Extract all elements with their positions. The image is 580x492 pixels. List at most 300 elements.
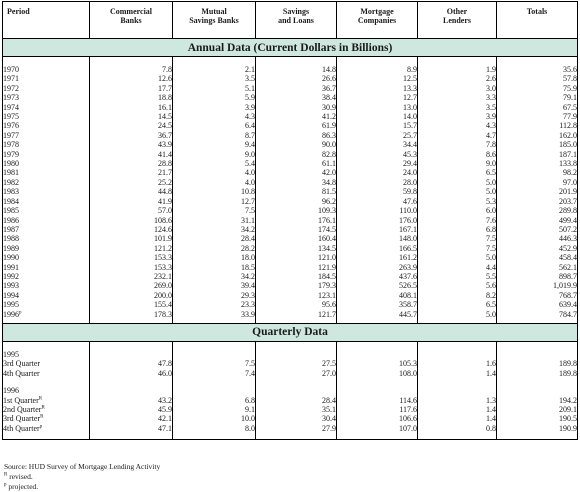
value-cell: 3.3 (418, 93, 497, 102)
value-cell: 35.1 (256, 405, 337, 414)
column-header-row (3, 2, 578, 39)
quarterly-row (3, 396, 578, 405)
value-cell: 13.0 (337, 103, 418, 112)
value-cell: 25.2 (90, 178, 173, 187)
annual-row (3, 225, 578, 234)
value-cell: 34.8 (256, 178, 337, 187)
value-cell: 45.9 (90, 405, 173, 414)
value-cell: 452.9 (497, 244, 578, 253)
annual-row (3, 187, 578, 196)
value-cell: 507.2 (497, 225, 578, 234)
value-cell: 155.4 (90, 300, 173, 309)
value-cell: 9.0 (418, 159, 497, 168)
value-cell: 46.0 (90, 369, 173, 378)
period-cell: 1979 (3, 150, 90, 159)
value-cell: 82.8 (256, 150, 337, 159)
annual-row (3, 291, 578, 300)
value-cell: 28.4 (173, 234, 256, 243)
period-cell: 2nd Quarter$^R$ (3, 405, 90, 414)
value-cell: 4.0 (173, 168, 256, 177)
period-cell: 1981 (3, 168, 90, 177)
column-header (90, 2, 173, 39)
value-cell: 161.2 (337, 253, 418, 262)
value-cell: 166.5 (337, 244, 418, 253)
annual-row (3, 65, 578, 74)
value-cell: 10.8 (173, 187, 256, 196)
value-cell: 5.0 (418, 187, 497, 196)
footnote-mark: p (19, 309, 22, 315)
value-cell: 23.3 (173, 300, 256, 309)
value-cell: 45.3 (337, 150, 418, 159)
period-cell: 1990 (3, 253, 90, 262)
value-cell: 47.1 (90, 424, 173, 433)
value-cell: 7.5 (173, 359, 256, 368)
value-cell: 18.5 (173, 263, 256, 272)
value-cell: 57.0 (90, 206, 173, 215)
column-header-text: Commercial (109, 7, 153, 16)
revised-mark: R (4, 472, 8, 478)
annual-row (3, 150, 578, 159)
value-cell: 499.4 (497, 216, 578, 225)
value-cell: 1.6 (418, 359, 497, 368)
value-cell: 153.3 (90, 263, 173, 272)
value-cell: 81.5 (256, 187, 337, 196)
annual-row (3, 168, 578, 177)
quarter-year-label: 1995 (3, 350, 90, 359)
period-cell: 1996$^p$ (3, 310, 90, 319)
period-cell: 4th Quarter$^p$ (3, 424, 90, 433)
value-cell: 562.1 (497, 263, 578, 272)
value-cell: 101.9 (90, 234, 173, 243)
value-cell: 3.5 (173, 74, 256, 83)
value-cell: 5.3 (418, 197, 497, 206)
period-cell: 1970 (3, 65, 90, 74)
value-cell: 117.6 (337, 405, 418, 414)
column-header-text: Savings Banks (189, 16, 239, 25)
value-cell: 1.3 (418, 396, 497, 405)
value-cell: 61.9 (256, 121, 337, 130)
value-cell: 6.4 (173, 121, 256, 130)
column-header-text: Mortgage (360, 7, 394, 16)
value-cell: 526.5 (337, 281, 418, 290)
value-cell: 18.0 (173, 253, 256, 262)
annual-row (3, 263, 578, 272)
period-cell: 1995 (3, 300, 90, 309)
value-cell: 133.8 (497, 159, 578, 168)
period-cell: 1984 (3, 197, 90, 206)
value-cell: 5.0 (418, 253, 497, 262)
value-cell: 33.9 (173, 310, 256, 319)
value-cell: 289.8 (497, 206, 578, 215)
value-cell: 95.6 (256, 300, 337, 309)
value-cell: 5.0 (418, 178, 497, 187)
column-header-text: Totals (526, 7, 548, 16)
period-cell: 1972 (3, 84, 90, 93)
value-cell: 107.0 (337, 424, 418, 433)
value-cell: 14.5 (90, 112, 173, 121)
value-cell: 3.9 (173, 103, 256, 112)
value-cell: 10.0 (173, 414, 256, 423)
value-cell: 29.4 (337, 159, 418, 168)
period-cell: 1986 (3, 216, 90, 225)
value-cell: 59.8 (337, 187, 418, 196)
value-cell: 43.9 (90, 140, 173, 149)
value-cell: 358.7 (337, 300, 418, 309)
value-cell: 167.1 (337, 225, 418, 234)
column-header (256, 2, 337, 39)
annual-row (3, 140, 578, 149)
annual-row (3, 84, 578, 93)
value-cell: 29.3 (173, 291, 256, 300)
period-cell: 3rd Quarter$^R$ (3, 414, 90, 423)
quarterly-data-band-title: Quarterly Data (3, 323, 578, 341)
value-cell: 148.0 (337, 234, 418, 243)
value-cell: 162.0 (497, 131, 578, 140)
annual-row (3, 300, 578, 309)
value-cell: 41.2 (256, 112, 337, 121)
value-cell: 98.2 (497, 168, 578, 177)
value-cell: 12.7 (173, 197, 256, 206)
column-header-text: Period (7, 7, 30, 16)
period-cell: 1973 (3, 93, 90, 102)
value-cell: 458.4 (497, 253, 578, 262)
value-cell: 263.9 (337, 263, 418, 272)
value-cell: 3.5 (418, 103, 497, 112)
value-cell: 106.6 (337, 414, 418, 423)
value-cell: 17.7 (90, 84, 173, 93)
value-cell: 9.0 (173, 150, 256, 159)
projected-mark: p (4, 482, 7, 488)
annual-row (3, 310, 578, 319)
value-cell: 189.8 (497, 359, 578, 368)
value-cell: 190.9 (497, 424, 578, 433)
value-cell: 437.6 (337, 272, 418, 281)
value-cell: 5.6 (418, 281, 497, 290)
value-cell: 7.8 (90, 65, 173, 74)
period-cell: 1975 (3, 112, 90, 121)
value-cell: 9.4 (173, 140, 256, 149)
revised-text: revised. (9, 472, 33, 481)
annual-row (3, 216, 578, 225)
value-cell: 5.4 (173, 159, 256, 168)
table-bottom-rule (3, 433, 578, 440)
value-cell: 269.0 (90, 281, 173, 290)
value-cell: 179.3 (256, 281, 337, 290)
value-cell: 47.8 (90, 359, 173, 368)
value-cell: 1.4 (418, 405, 497, 414)
column-header (173, 2, 256, 39)
value-cell: 8.9 (337, 65, 418, 74)
value-cell: 35.6 (497, 65, 578, 74)
projected-text: projected. (8, 482, 39, 491)
value-cell: 0.8 (418, 424, 497, 433)
footnote-mark: R (40, 414, 44, 420)
period-cell: 1989 (3, 244, 90, 253)
value-cell: 134.5 (256, 244, 337, 253)
value-cell: 77.9 (497, 112, 578, 121)
value-cell: 232.1 (90, 272, 173, 281)
value-cell: 5.0 (418, 310, 497, 319)
value-cell: 16.1 (90, 103, 173, 112)
period-cell: 1985 (3, 206, 90, 215)
revised-footnote (4, 472, 160, 482)
value-cell: 784.7 (497, 310, 578, 319)
annual-row (3, 272, 578, 281)
period-cell: 1982 (3, 178, 90, 187)
period-cell: 1st Quarter$^R$ (3, 396, 90, 405)
value-cell: 9.1 (173, 405, 256, 414)
value-cell: 112.8 (497, 121, 578, 130)
value-cell: 4.3 (173, 112, 256, 121)
value-cell: 13.3 (337, 84, 418, 93)
value-cell: 14.0 (337, 112, 418, 121)
value-cell: 30.4 (256, 414, 337, 423)
annual-row (3, 281, 578, 290)
value-cell: 446.3 (497, 234, 578, 243)
period-cell: 1977 (3, 131, 90, 140)
value-cell: 189.8 (497, 369, 578, 378)
value-cell: 7.8 (418, 140, 497, 149)
value-cell: 1.4 (418, 414, 497, 423)
quarterly-row (3, 405, 578, 414)
value-cell: 34.2 (173, 272, 256, 281)
value-cell: 178.3 (90, 310, 173, 319)
value-cell: 27.0 (256, 369, 337, 378)
value-cell: 110.0 (337, 206, 418, 215)
value-cell: 6.0 (418, 206, 497, 215)
column-header (337, 2, 418, 39)
value-cell: 2.1 (173, 65, 256, 74)
value-cell: 12.5 (337, 74, 418, 83)
annual-row (3, 253, 578, 262)
value-cell: 176.1 (256, 216, 337, 225)
value-cell: 30.9 (256, 103, 337, 112)
value-cell: 174.5 (256, 225, 337, 234)
value-cell: 47.6 (337, 197, 418, 206)
spacer-row (3, 341, 578, 350)
value-cell: 90.0 (256, 140, 337, 149)
value-cell: 5.9 (173, 93, 256, 102)
value-cell: 105.3 (337, 359, 418, 368)
value-cell: 108.0 (337, 369, 418, 378)
value-cell: 203.7 (497, 197, 578, 206)
quarterly-data-band (3, 323, 578, 341)
value-cell: 7.5 (418, 234, 497, 243)
value-cell: 201.9 (497, 187, 578, 196)
value-cell: 4.4 (418, 263, 497, 272)
annual-row (3, 121, 578, 130)
value-cell: 6.8 (418, 225, 497, 234)
value-cell: 109.3 (256, 206, 337, 215)
value-cell: 114.6 (337, 396, 418, 405)
value-cell: 124.6 (90, 225, 173, 234)
value-cell: 6.8 (173, 396, 256, 405)
period-cell: 1983 (3, 187, 90, 196)
quarterly-row (3, 414, 578, 423)
value-cell: 28.0 (337, 178, 418, 187)
column-header-text: Mutual (201, 7, 227, 16)
quarterly-row (3, 369, 578, 378)
value-cell: 15.7 (337, 121, 418, 130)
value-cell: 123.1 (256, 291, 337, 300)
period-cell: 1980 (3, 159, 90, 168)
value-cell: 42.1 (90, 414, 173, 423)
value-cell: 67.5 (497, 103, 578, 112)
value-cell: 190.5 (497, 414, 578, 423)
annual-row (3, 131, 578, 140)
annual-row (3, 234, 578, 243)
value-cell: 18.8 (90, 93, 173, 102)
column-header-text: Banks (120, 16, 142, 25)
value-cell: 1,019.9 (497, 281, 578, 290)
column-header-text: Lenders (443, 16, 471, 25)
value-cell: 36.7 (90, 131, 173, 140)
value-cell: 41.4 (90, 150, 173, 159)
value-cell: 75.9 (497, 84, 578, 93)
column-header-text: Other (446, 7, 468, 16)
value-cell: 28.8 (90, 159, 173, 168)
period-cell: 1991 (3, 263, 90, 272)
period-cell: 1992 (3, 272, 90, 281)
value-cell: 160.4 (256, 234, 337, 243)
mortgage-originations-table (2, 1, 578, 440)
value-cell: 153.3 (90, 253, 173, 262)
value-cell: 194.2 (497, 396, 578, 405)
value-cell: 61.1 (256, 159, 337, 168)
period-cell: 1987 (3, 225, 90, 234)
value-cell: 8.0 (173, 424, 256, 433)
value-cell: 7.4 (173, 369, 256, 378)
annual-data-band (3, 39, 578, 57)
value-cell: 209.1 (497, 405, 578, 414)
quarter-year-row (3, 386, 578, 395)
period-cell: 1978 (3, 140, 90, 149)
value-cell: 121.2 (90, 244, 173, 253)
value-cell: 28.4 (256, 396, 337, 405)
column-header-text: and Loans (278, 16, 314, 25)
value-cell: 5.1 (173, 84, 256, 93)
annual-row (3, 244, 578, 253)
annual-data-band-title: Annual Data (Current Dollars in Billions) (3, 39, 578, 57)
period-cell: 1971 (3, 74, 90, 83)
value-cell: 7.5 (173, 206, 256, 215)
annual-row (3, 93, 578, 102)
column-header (497, 2, 578, 39)
annual-row (3, 178, 578, 187)
value-cell: 57.8 (497, 74, 578, 83)
value-cell: 3.9 (418, 112, 497, 121)
value-cell: 5.5 (418, 272, 497, 281)
period-cell: 4th Quarter (3, 369, 90, 378)
value-cell: 768.7 (497, 291, 578, 300)
value-cell: 34.2 (173, 225, 256, 234)
footnote-mark: R (41, 405, 45, 411)
column-header-text: Savings (282, 7, 310, 16)
period-cell: 1994 (3, 291, 90, 300)
value-cell: 97.0 (497, 178, 578, 187)
value-cell: 7.6 (418, 216, 497, 225)
value-cell: 4.7 (418, 131, 497, 140)
value-cell: 38.4 (256, 93, 337, 102)
value-cell: 25.7 (337, 131, 418, 140)
period-cell: 1974 (3, 103, 90, 112)
source-note: Source: HUD Survey of Mortgage Lending Activity (4, 462, 161, 471)
value-cell: 121.7 (256, 310, 337, 319)
spacer-row (3, 57, 578, 66)
value-cell: 3.0 (418, 84, 497, 93)
value-cell: 898.7 (497, 272, 578, 281)
annual-row (3, 112, 578, 121)
spacer-row (3, 378, 578, 386)
column-header (3, 2, 90, 39)
value-cell: 121.9 (256, 263, 337, 272)
value-cell: 184.5 (256, 272, 337, 281)
value-cell: 96.2 (256, 197, 337, 206)
value-cell: 27.5 (256, 359, 337, 368)
period-cell: 1988 (3, 234, 90, 243)
value-cell: 26.6 (256, 74, 337, 83)
quarterly-row (3, 359, 578, 368)
annual-row (3, 103, 578, 112)
value-cell: 408.1 (337, 291, 418, 300)
value-cell: 27.9 (256, 424, 337, 433)
value-cell: 24.5 (90, 121, 173, 130)
value-cell: 86.3 (256, 131, 337, 140)
value-cell: 6.5 (418, 300, 497, 309)
column-header (418, 2, 497, 39)
value-cell: 79.1 (497, 93, 578, 102)
annual-row (3, 159, 578, 168)
annual-row (3, 197, 578, 206)
value-cell: 1.4 (418, 369, 497, 378)
value-cell: 200.0 (90, 291, 173, 300)
value-cell: 2.6 (418, 74, 497, 83)
value-cell: 6.5 (418, 168, 497, 177)
value-cell: 1.9 (418, 65, 497, 74)
value-cell: 34.4 (337, 140, 418, 149)
value-cell: 4.3 (418, 121, 497, 130)
quarter-year-label: 1996 (3, 386, 90, 395)
value-cell: 44.8 (90, 187, 173, 196)
period-cell: 1993 (3, 281, 90, 290)
value-cell: 639.4 (497, 300, 578, 309)
value-cell: 36.7 (256, 84, 337, 93)
value-cell: 187.1 (497, 150, 578, 159)
value-cell: 14.8 (256, 65, 337, 74)
annual-row (3, 206, 578, 215)
value-cell: 12.7 (337, 93, 418, 102)
value-cell: 41.9 (90, 197, 173, 206)
value-cell: 24.0 (337, 168, 418, 177)
value-cell: 445.7 (337, 310, 418, 319)
value-cell: 8.2 (418, 291, 497, 300)
value-cell: 8.7 (173, 131, 256, 140)
value-cell: 28.2 (173, 244, 256, 253)
value-cell: 7.5 (418, 244, 497, 253)
value-cell: 31.1 (173, 216, 256, 225)
value-cell: 21.7 (90, 168, 173, 177)
value-cell: 121.0 (256, 253, 337, 262)
value-cell: 39.4 (173, 281, 256, 290)
period-cell: 1976 (3, 121, 90, 130)
value-cell: 42.0 (256, 168, 337, 177)
footnote-mark: R (38, 395, 43, 401)
value-cell: 8.6 (418, 150, 497, 159)
value-cell: 43.2 (90, 396, 173, 405)
annual-row (3, 74, 578, 83)
value-cell: 108.6 (90, 216, 173, 225)
value-cell: 185.0 (497, 140, 578, 149)
